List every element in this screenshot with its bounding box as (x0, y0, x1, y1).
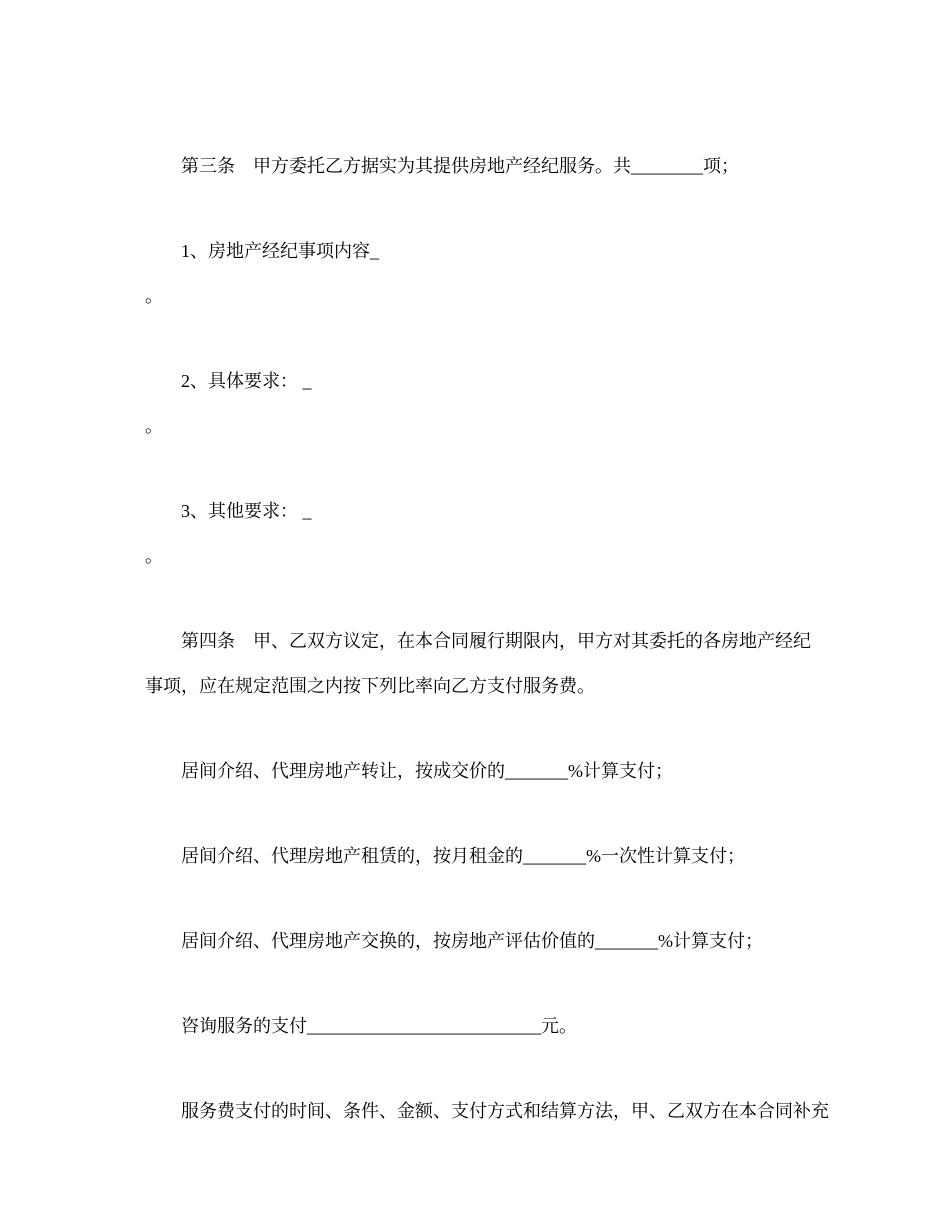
item-2-requirements-line: 2、具体要求： _ (181, 371, 312, 391)
fee-transfer-rate-line: 居间介绍、代理房地产转让，按成交价的_______%计算支付； (181, 761, 673, 781)
clause-fourth-line-1: 第四条 甲、乙双方议定，在本合同履行期限内，甲方对其委托的各房地产经纪 (181, 631, 811, 651)
item-3-terminator-line: 。 (145, 546, 163, 566)
fee-rental-rate-line: 居间介绍、代理房地产租赁的，按月租金的_______%一次性计算支付； (181, 846, 745, 866)
fee-consulting-line: 咨询服务的支付__________________________元。 (181, 1016, 577, 1036)
clause-fourth-line-2: 事项，应在规定范围之内按下列比率向乙方支付服务费。 (145, 676, 595, 696)
item-3-other-requirements-line: 3、其他要求： _ (181, 501, 312, 521)
item-2-terminator-line: 。 (145, 416, 163, 436)
item-1-content-line: 1、房地产经纪事项内容_ (181, 241, 379, 261)
clause-third-line: 第三条 甲方委托乙方据实为其提供房地产经纪服务。共________项； (181, 156, 739, 176)
fee-exchange-rate-line: 居间介绍、代理房地产交换的，按房地产评估价值的_______%计算支付； (181, 931, 763, 951)
fee-payment-terms-line: 服务费支付的时间、条件、金额、支付方式和结算方法，甲、乙双方在本合同补充 (181, 1101, 829, 1121)
item-1-terminator-line: 。 (145, 286, 163, 306)
